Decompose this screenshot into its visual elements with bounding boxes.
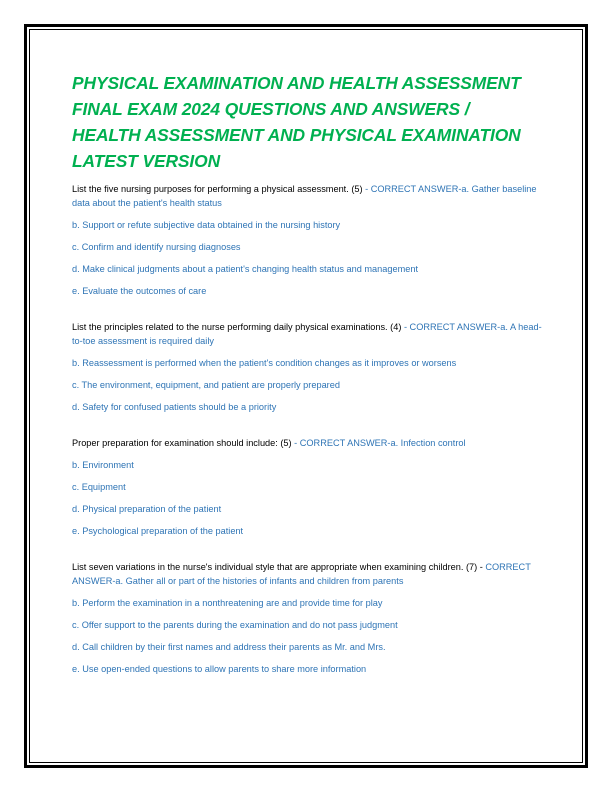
answer-text: - CORRECT ANSWER-a. A head-to-toe assessment is required daily: [72, 322, 542, 346]
qa-block-3: [72, 436, 542, 538]
answer-item: e. Use open-ended questions to allow parents to share more information: [72, 664, 367, 674]
answer-item: c. Equipment: [72, 482, 126, 492]
question-line: [72, 320, 542, 348]
answer-text: - CORRECT ANSWER-a. Infection control: [291, 438, 466, 448]
answer-item: d. Make clinical judgments about a patient's changing health status and management: [72, 264, 418, 274]
question-text: List seven variations in the nurse's individual style that are appropriate when examining children. (7) -: [72, 562, 483, 572]
answer-item: c. Offer support to the parents during the examination and do not pass judgment: [72, 620, 398, 630]
document-body: [72, 70, 542, 684]
qa-block-1: [72, 182, 542, 298]
question-text: List the principles related to the nurse performing daily physical examinations. (4): [72, 322, 402, 332]
answer-text: - CORRECT ANSWER-a. Gather baseline data about the patient's health status: [72, 184, 537, 208]
answer-item: e. Evaluate the outcomes of care: [72, 286, 207, 296]
question-line: [72, 182, 542, 210]
qa-block-2: [72, 320, 542, 414]
answer-item: e. Psychological preparation of the patient: [72, 526, 244, 536]
answer-item: b. Support or refute subjective data obtained in the nursing history: [72, 220, 341, 230]
answer-text: CORRECT ANSWER-a. Gather all or part of the histories of infants and children from parents: [72, 562, 531, 586]
answer-item: b. Environment: [72, 460, 134, 470]
answer-item: b. Perform the examination in a nonthreatening are and provide time for play: [72, 598, 383, 608]
answer-item: c. The environment, equipment, and patient are properly prepared: [72, 380, 340, 390]
question-text: List the five nursing purposes for performing a physical assessment. (5): [72, 184, 363, 194]
answer-item: b. Reassessment is performed when the patient's condition changes as it improves or worsens: [72, 358, 457, 368]
answer-item: d. Safety for confused patients should be a priority: [72, 402, 277, 412]
answer-item: c. Confirm and identify nursing diagnoses: [72, 242, 241, 252]
answer-item: d. Physical preparation of the patient: [72, 504, 222, 514]
qa-block-4: [72, 560, 542, 676]
answer-item: d. Call children by their first names and address their parents as Mr. and Mrs.: [72, 642, 386, 652]
question-line: [72, 436, 542, 450]
document-title: PHYSICAL EXAMINATION AND HEALTH ASSESSMENT FINAL EXAM 2024 QUESTIONS AND ANSWERS / HEALTH ASSESSMENT AND PHYSICAL EXAMINATION LATEST VERSION: [72, 73, 521, 171]
question-text: Proper preparation for examination should include: (5): [72, 438, 292, 448]
question-line: [72, 560, 542, 588]
